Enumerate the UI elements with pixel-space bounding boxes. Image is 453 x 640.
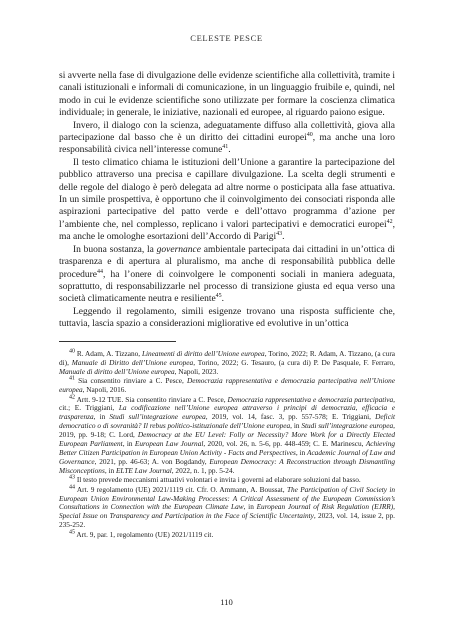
text-run: Art. 9, par. 1, regolamento (UE) 2021/1119 cit. — [75, 529, 214, 539]
italic-text: governance — [156, 244, 201, 255]
footnote — [59, 350, 395, 377]
body-text — [59, 70, 395, 331]
footnote-ref: 40 — [69, 348, 75, 355]
footnote — [59, 377, 395, 395]
footnote-ref: 43 — [276, 231, 283, 238]
footnote-ref: 43 — [69, 474, 75, 481]
text-run: Art. 9 regolamento (UE) 2021/1119 cit. Cfr. O. Ammann, A. Boussat, — [75, 484, 287, 494]
text-run: , in — [243, 502, 257, 512]
text-run: , 2023, vol. 14, issue 2, pp. 235-252. — [59, 511, 395, 530]
text-run: , 2022, n. 1, pp. 5-24. — [171, 465, 235, 475]
text-run: Leggendo il regolamento, simili esigenze trovano una risposta sufficiente che, tuttavia, lascia spazio a considerazioni migliorative ed evolutive in un’ottica — [59, 306, 395, 330]
paragraph — [59, 120, 395, 157]
text-run: . — [282, 232, 285, 243]
footnote-ref: 45 — [215, 293, 222, 300]
text-run: , ha l’onere di coinvolgere le componenti sociali in maniera adeguata, soprattutto, di responsabilizzarle nel processo di transizione giusta ed equa verso una società climaticamente neutra e resiliente — [59, 269, 395, 305]
italic-text: European Journal of Risk Regulation (EJRR), Special Issue on Transparency and Participation in the Face of Scientific Uncertainty — [59, 502, 395, 521]
footnote-ref: 42 — [69, 394, 75, 401]
text-run: , Torino, 2022; G. Tesauro, (a cura di) P. De Pasquale, F. Ferraro, — [193, 357, 395, 367]
footnote-separator — [59, 341, 176, 342]
text-run: Artt. 9-12 TUE. Sia consentito rinviare a C. Pesce, — [75, 394, 228, 404]
footnote-ref: 41 — [69, 375, 75, 382]
italic-text: Academic Journal of Law and Governance — [59, 447, 395, 466]
text-run: In buona sostanza, la — [73, 244, 157, 255]
italic-text: La codificazione nell’Unione europea attraverso i principi di democrazia, efficacia e trasparenza — [59, 403, 395, 422]
footnote — [59, 531, 395, 540]
text-run: si avverte nella fase di divulgazione delle evidenze scientifiche alla collettività, tramite i canali istituzionali e informali di comunicazione, in un linguaggio fruibile e, quindi, nel modo in cui le evidenze scientifiche sono utilizzate per formare la coscienza climatica individuale; in generale, le iniziative, nazionali ed europee, al riguardo paiono esigue. — [59, 71, 395, 119]
italic-text: Achieving Better Citizen Participation in European Union Activity - Facts and Perspectives — [59, 439, 395, 457]
italic-text: ELTE Law Journal — [115, 465, 172, 475]
italic-text: Democrazia rappresentativa e democrazia partecipativa — [227, 394, 394, 404]
text-run: . — [221, 294, 225, 305]
text-run: , in — [295, 447, 307, 457]
italic-text: Manuale di diritto dell’Unione europea — [59, 366, 175, 376]
text-run: , in — [290, 421, 302, 431]
text-run: , Napoli, 2016. — [82, 385, 127, 395]
italic-text: Lineamenti di diritto dell’Unione europea — [141, 349, 265, 358]
text-run: . — [228, 145, 231, 156]
italic-text: Manuale di Diritto dell’Unione europea — [71, 357, 194, 367]
italic-text: Democrazia rappresentativa e democrazia partecipativa nell’Unione europea — [59, 376, 395, 395]
text-run: , Napoli, 2023. — [174, 366, 219, 376]
text-run: Il testo climatico chiama le istituzioni dell’Unione a garantire la partecipazione del pubblico attraverso una precisa e capillare divulgazione. La scelta degli strumenti e delle regole del dialogo è però delegata ad altre norme o posticipata alla fase attuativa. In un simile prospettiva, è opportuno che il coinvolgimento dei consociati risponda alle aspirazioni partecipative del patto verde e dell’ottavo programma d’azione per l’ambiente che, nel complesso, replicano i valori partecipativi e democratici europei — [59, 157, 395, 230]
footnote-ref: 44 — [96, 268, 103, 275]
text-run: , ma anche le omologhe esortazioni dell’Accordo di Parigi — [59, 219, 395, 243]
paragraph — [59, 70, 395, 120]
text-run: , in — [122, 439, 135, 449]
text-run: Invero, il dialogo con la scienza, adeguatamente diffuso alla collettività, giova alla partecipazione dal basso che è un diritto dei cittadini europei — [59, 120, 395, 144]
text-run: , 2019, pp. 9-18; C. Lord, — [59, 421, 395, 440]
footnote-ref: 41 — [222, 144, 229, 151]
text-run: , cit.; E. Triggiani, — [59, 394, 395, 413]
text-run: , 2019, vol. 14, fasc. 3, pp. 557-578; E. Triggiani, — [205, 412, 376, 422]
footnote — [59, 396, 395, 476]
italic-text: European Democracy: A Reconstruction through Dismantling Misconceptions — [59, 456, 395, 475]
text-run: , in — [104, 465, 116, 475]
footnote — [59, 486, 395, 531]
footnote-ref: 40 — [306, 131, 313, 138]
text-run: Sia consentito rinviare a C. Pesce, — [75, 376, 187, 386]
running-header: CELESTE PESCE — [190, 33, 263, 43]
paragraph — [59, 244, 395, 306]
italic-text: Studi sull’integrazione europea — [301, 421, 394, 431]
text-run: Il testo prevede meccanismi attuativi volontari e invita i governi ad elaborare soluzioni dal basso. — [75, 475, 361, 485]
text-run: ambientale partecipata dai cittadini in un’ottica di trasparenza e di apertura al pluralismo, ma anche di responsabilità pubblica delle procedure — [59, 244, 395, 280]
paragraph — [59, 306, 395, 331]
italic-text: Deficit democratico o di sovranità? Il rebus politico-istituzionale dell’Unione europea — [59, 412, 395, 431]
italic-text: The Participation of Civil Society in European Union Environmental Law-Making Processes: A Critical Assessment of the European Commission’s Consultations in Connection with the European Climate Law — [59, 484, 396, 512]
footnote-ref: 44 — [69, 484, 75, 491]
page-number: 110 — [220, 597, 233, 607]
italic-text: Studi sull’integrazione europea — [109, 412, 206, 422]
text-run: , Torino, 2022; R. Adam, A. Tizzano, (a cura di), — [59, 349, 395, 367]
text-run: , ma anche una loro responsabilità civica nell’interesse comune — [59, 133, 395, 156]
italic-text: Democracy at the EU Level: Folly or Necessity? More Work for a Directly Elected European Parliament — [59, 430, 395, 449]
text-run: , in — [93, 412, 110, 422]
footnote-ref: 45 — [69, 529, 75, 536]
text-run: , 2021, pp. 46-63; A. von Bogdandy, — [94, 456, 210, 466]
text-run: R. Adam, A. Tizzano, — [75, 349, 142, 358]
paragraph — [59, 157, 395, 244]
footnotes — [59, 350, 395, 540]
footnote-ref: 42 — [386, 218, 393, 225]
text-run: , 2020, vol. 26, n. 5-6, pp. 448-459; C. E. Marinescu, — [203, 439, 366, 449]
italic-text: European Law Journal — [134, 439, 204, 449]
